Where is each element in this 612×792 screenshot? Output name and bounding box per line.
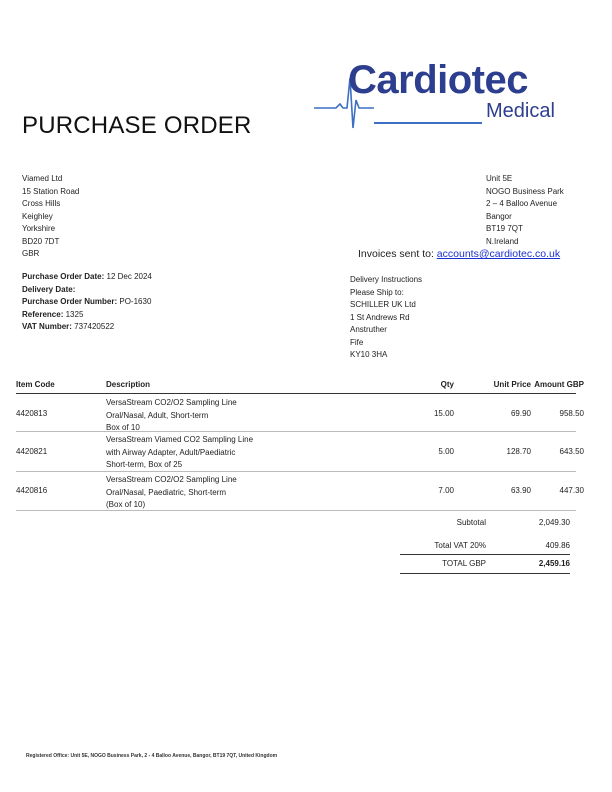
item-description — [106, 434, 253, 472]
header-description: Description — [106, 380, 151, 389]
description-line: Box of 10 — [106, 423, 140, 432]
subtotal-label: Subtotal — [456, 518, 486, 527]
total-label: TOTAL GBP — [442, 559, 486, 568]
table-row — [16, 474, 584, 511]
delivery-line: KY10 3HA — [350, 350, 388, 359]
address-line: Keighley — [22, 211, 53, 221]
description-line: VersaStream CO2/O2 Sampling Line — [106, 475, 237, 484]
description-line: VersaStream Viamed CO2 Sampling Line — [106, 435, 254, 444]
address-line: Bangor — [486, 211, 512, 221]
item-description — [106, 397, 237, 435]
page-title: PURCHASE ORDER — [22, 112, 252, 139]
address-line: Unit 5E — [486, 174, 513, 183]
registered-office-footer: Registered Office: Unit 5E, NOGO Business Park, 2 - 4 Balloo Avenue, Bangor, BT19 7QT, United Kingdom — [26, 753, 278, 759]
po-date-row — [22, 271, 152, 284]
description-line: with Airway Adapter, Adult/Paediatric — [106, 447, 236, 457]
address-line: GBR — [22, 249, 40, 258]
item-amount: 958.50 — [559, 409, 584, 418]
logo-subtitle: Medical — [486, 100, 555, 122]
header-qty: Qty — [440, 380, 454, 389]
po-date-value: 12 Dec 2024 — [106, 272, 152, 281]
po-number-label: Purchase Order Number: — [22, 297, 118, 306]
delivery-instructions — [350, 274, 422, 362]
subtotal-row — [400, 517, 570, 531]
description-line: Short-term, Box of 25 — [106, 460, 183, 469]
item-amount: 643.50 — [559, 447, 584, 456]
vat-row — [400, 540, 570, 555]
item-qty: 5.00 — [438, 447, 454, 456]
delivery-line: 1 St Andrews Rd — [350, 312, 410, 322]
po-number-value: PO-1630 — [119, 297, 152, 306]
description-line: (Box of 10) — [106, 500, 146, 509]
item-code: 4420821 — [16, 447, 48, 456]
reference-value: 1325 — [65, 309, 84, 319]
vat-number-row — [22, 321, 152, 334]
cardiotec-logo — [314, 60, 574, 132]
item-unit-price: 128.70 — [506, 447, 531, 456]
address-line: 2 – 4 Balloo Avenue — [486, 199, 558, 208]
logo-wordmark: Cardiotec — [348, 58, 528, 102]
address-line: Cross Hills — [22, 199, 61, 208]
vat-number-value: 737420522 — [74, 322, 115, 331]
reference-label: Reference: — [22, 309, 64, 319]
header-unit-price: Unit Price — [493, 380, 531, 389]
vat-number-label: VAT Number: — [22, 322, 72, 331]
invoices-line — [358, 248, 560, 260]
item-code: 4420813 — [16, 409, 48, 418]
item-code: 4420816 — [16, 486, 48, 495]
total-value: 2,459.16 — [538, 559, 570, 568]
invoices-label: Invoices sent to: — [358, 248, 434, 260]
item-unit-price: 69.90 — [510, 409, 531, 418]
item-qty: 7.00 — [438, 486, 454, 495]
header-amount: Amount GBP — [534, 380, 584, 389]
address-line: NOGO Business Park — [486, 186, 564, 196]
total-row — [400, 558, 570, 574]
delivery-line: Delivery Instructions — [350, 275, 423, 284]
table-row — [16, 434, 584, 472]
delivery-line: Anstruther — [350, 325, 387, 334]
invoices-email-link[interactable]: accounts@cardiotec.co.uk — [436, 248, 561, 260]
description-line: VersaStream CO2/O2 Sampling Line — [106, 398, 237, 407]
delivery-line: Please Ship to: — [350, 287, 404, 297]
subtotal-value: 2,049.30 — [538, 518, 570, 527]
table-row — [16, 397, 584, 432]
item-qty: 15.00 — [433, 409, 454, 418]
description-line: Oral/Nasal, Adult, Short-term — [106, 410, 209, 420]
item-amount: 447.30 — [559, 486, 584, 495]
vat-label: Total VAT 20% — [434, 541, 486, 550]
address-line: Viamed Ltd — [22, 174, 63, 183]
delivery-line: SCHILLER UK Ltd — [350, 300, 416, 309]
company-address — [486, 173, 564, 248]
items-table-header — [16, 379, 584, 394]
item-description — [106, 474, 237, 512]
vat-value: 409.86 — [545, 541, 570, 550]
header-item-code: Item Code — [16, 380, 55, 389]
address-line: 15 Station Road — [22, 186, 80, 196]
address-line: BD20 7DT — [22, 236, 60, 246]
logo-underline — [374, 122, 482, 124]
po-number-row — [22, 296, 152, 309]
address-line: BT19 7QT — [486, 224, 523, 233]
delivery-date-label: Delivery Date: — [22, 284, 76, 294]
address-line: Yorkshire — [22, 224, 56, 233]
description-line: Oral/Nasal, Paediatric, Short-term — [106, 487, 227, 497]
item-unit-price: 63.90 — [510, 486, 531, 495]
reference-row — [22, 309, 152, 322]
delivery-line: Fife — [350, 337, 364, 347]
delivery-date-row — [22, 284, 152, 297]
po-details — [22, 271, 152, 334]
po-date-label: Purchase Order Date: — [22, 272, 105, 281]
supplier-address — [22, 173, 79, 261]
address-line: N.Ireland — [486, 236, 519, 246]
